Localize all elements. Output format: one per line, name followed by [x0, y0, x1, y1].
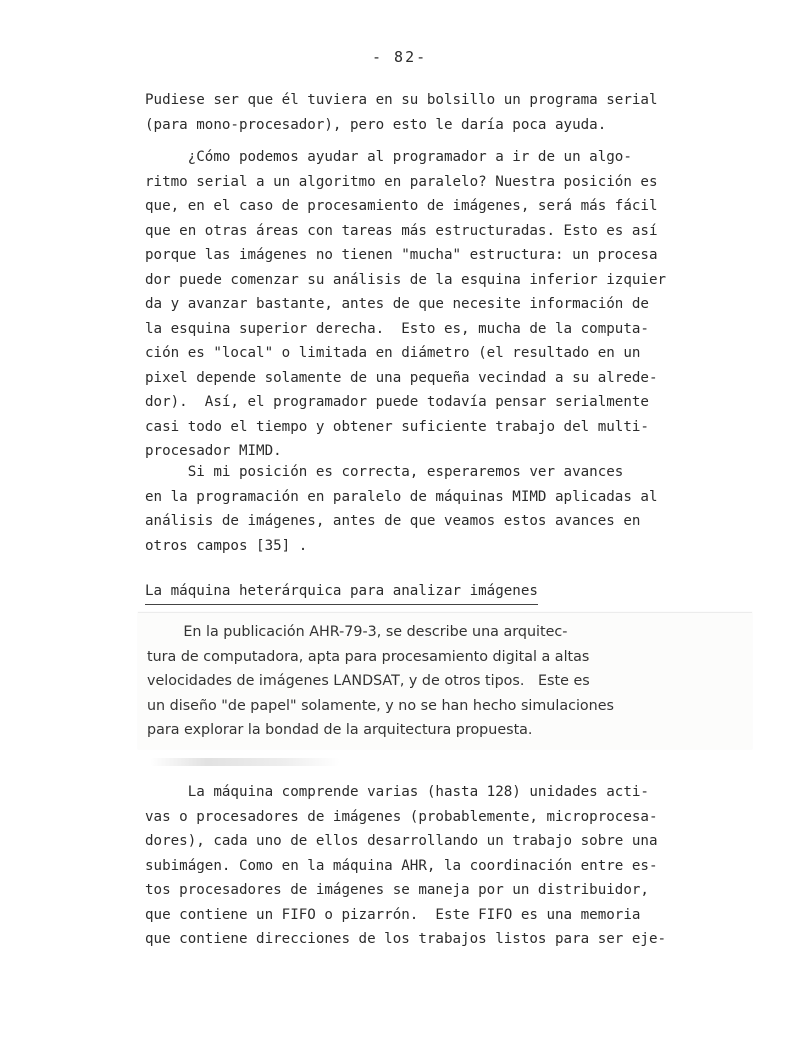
text-line: ción es "local" o limitada en diámetro (el resultado en un	[145, 345, 641, 361]
text-line: En la publicación AHR-79-3, se describe una arquitec-	[147, 624, 568, 640]
paragraph-1	[145, 88, 745, 137]
page-number: - 82-	[372, 48, 428, 66]
text-line: en la programación en paralelo de máquinas MIMD aplicadas al	[145, 488, 658, 505]
text-line: que, en el caso de procesamiento de imágenes, será más fácil	[145, 198, 658, 214]
pasted-paragraph	[147, 620, 747, 743]
text-line: da y avanzar bastante, antes de que necesite información de	[145, 296, 649, 312]
text-line: velocidades de imágenes LANDSAT, y de otros tipos. Este es	[147, 673, 590, 689]
text-line: análisis de imágenes, antes de que veamos estos avances en	[145, 513, 641, 529]
text-line: tos procesadores de imágenes se maneja por un distribuidor,	[145, 882, 649, 898]
text-line: porque las imágenes no tienen "mucha" estructura: un procesa	[145, 247, 658, 263]
text-line: La máquina comprende varias (hasta 128) unidades acti-	[145, 784, 649, 800]
text-line: dores), cada uno de ellos desarrollando un trabajo sobre una	[145, 833, 658, 849]
text-line: ritmo serial a un algoritmo en paralelo? Nuestra posición es	[145, 173, 658, 190]
text-line: Pudiese ser que él tuviera en su bolsillo un programa serial	[145, 92, 658, 108]
text-line: dor). Así, el programador puede todavía pensar serialmente	[145, 394, 649, 410]
text-line: otros campos [35] .	[145, 537, 308, 554]
text-line: dor puede comenzar su análisis de la esquina inferior izquier	[145, 271, 667, 288]
text-line: que contiene direcciones de los trabajos listos para ser eje-	[145, 931, 667, 947]
text-line: subimágen. Como en la máquina AHR, la coordinación entre es-	[145, 857, 658, 874]
text-line: un diseño "de papel" solamente, y no se han hecho simulaciones	[147, 697, 614, 714]
paragraph-2	[145, 145, 745, 464]
text-line: que contiene un FIFO o pizarrón. Este FIFO es una memoria	[145, 906, 641, 923]
text-line: ¿Cómo podemos ayudar al programador a ir de un algo-	[145, 149, 632, 165]
text-line: Si mi posición es correcta, esperaremos ver avances	[145, 464, 624, 480]
text-line: casi todo el tiempo y obtener suficiente trabajo del multi-	[145, 418, 649, 435]
text-line: pixel depende solamente de una pequeña vecindad a su alrede-	[145, 369, 658, 386]
text-line: (para mono-procesador), pero esto le daría poca ayuda.	[145, 116, 607, 133]
paragraph-4	[145, 780, 745, 952]
text-line: procesador MIMD.	[145, 443, 282, 459]
text-line: la esquina superior derecha. Esto es, mucha de la computa-	[145, 320, 649, 337]
text-line: vas o procesadores de imágenes (probablemente, microprocesa-	[145, 808, 658, 825]
scan-smudge	[150, 758, 340, 766]
text-line: tura de computadora, apta para procesamiento digital a altas	[147, 648, 590, 665]
text-line: que en otras áreas con tareas más estructuradas. Esto es así	[145, 222, 658, 239]
paragraph-3	[145, 460, 745, 558]
text-line: para explorar la bondad de la arquitectura propuesta.	[147, 722, 533, 738]
section-heading: La máquina heterárquica para analizar imágenes	[145, 580, 538, 605]
